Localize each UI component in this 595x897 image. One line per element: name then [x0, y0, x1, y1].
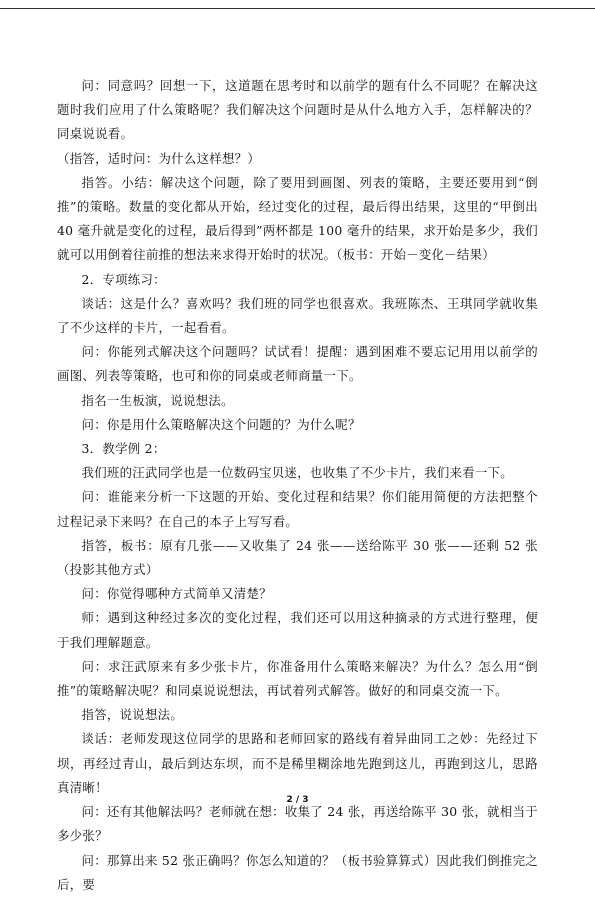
- paragraph: 谈话：这是什么？喜欢吗？我们班的同学也很喜欢。我班陈杰、王琪同学就收集了不少这样的卡片，一起看看。: [57, 295, 538, 336]
- document-body: [57, 74, 538, 897]
- section-heading: 2．专项练习：: [81, 271, 166, 287]
- paragraph: 问：你是用什么策略解决这个问题的？为什么呢？: [81, 416, 361, 432]
- paragraph: 问：求汪武原来有多少张卡片，你准备用什么策略来解决？为什么？怎么用“倒推”的策略解决呢？和同桌说说想法，再试着列式解答。做好的和同桌交流一下。: [57, 658, 538, 699]
- paragraph: 问：还有其他解法吗？老师就在想：收集了 24 张，再送给陈平 30 张，就相当于多少张？: [57, 804, 538, 844]
- paragraph: （指答，适时问：为什么这样想？）: [57, 150, 261, 166]
- paragraph: 指答。小结：解决这个问题，除了要用到画图、列表的策略，主要还要用到“倒推”的策略。数量的变化都从开始，经过变化的过程，最后得出结果，这里的“甲倒出 40 毫升就是变化的过程，最后得到”两杯都是 100 毫升的结果，求开始是多少，我们就可以用倒着往前推的想法来求得开始时的状况。（板书：开始－变化－结果）: [57, 174, 538, 263]
- paragraph: 指答，说说想法。: [81, 707, 184, 723]
- section-heading: 3．教学例 2：: [81, 441, 166, 457]
- header-rule: [0, 8, 595, 9]
- paragraph: 问：你能列式解决这个问题吗？试试看！提醒：遇到困难不要忘记用用以前学的画图、列表等策略，也可和你的同桌或老师商量一下。: [57, 344, 538, 384]
- paragraph: 指名一生板演，说说想法。: [81, 392, 234, 408]
- paragraph: 师：遇到这种经过多次的变化过程，我们还可以用这种摘录的方式进行整理，便于我们理解题意。: [57, 610, 538, 650]
- paragraph: 问：那算出来 52 张正确吗？你怎么知道的？（板书验算算式）因此我们倒推完之后，要: [57, 852, 538, 892]
- paragraph: 问：谁能来分析一下这题的开始、变化过程和结果？你们能用简便的方法把整个过程记录下来吗？在自己的本子上写写看。: [57, 489, 538, 529]
- paragraph: 问：同意吗？回想一下，这道题在思考时和以前学的题有什么不同呢？在解决这题时我们应用了什么策略呢？我们解决这个问题时是从什么地方入手，怎样解决的？同桌说说看。: [57, 78, 538, 142]
- paragraph: 谈话：老师发现这位同学的思路和老师回家的路线有着异曲同工之妙：先经过下坝，再经过青山，最后到达东坝，而不是稀里糊涂地先跑到这儿，再跑到这儿，思路真清晰！: [57, 731, 538, 795]
- paragraph: 我们班的汪武同学也是一位数码宝贝迷，也收集了不少卡片，我们来看一下。: [81, 465, 513, 481]
- page-number: 2 / 3: [286, 795, 309, 805]
- paragraph: 指答，板书：原有几张——又收集了 24 张——送给陈平 30 张——还剩 52 张（投影其他方式）: [57, 537, 538, 578]
- paragraph: 问：你觉得哪种方式简单又清楚？: [81, 586, 272, 602]
